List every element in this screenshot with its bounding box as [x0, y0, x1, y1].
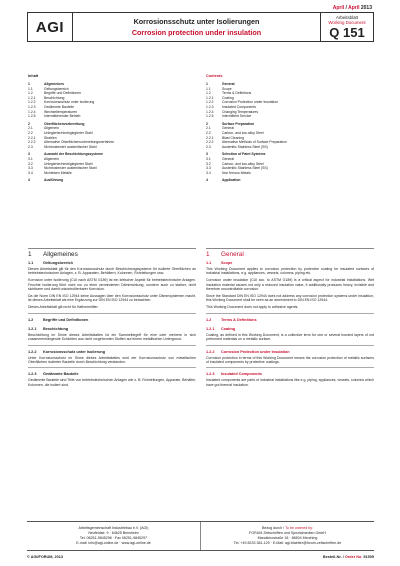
toc-item-number: 3.4 [206, 170, 211, 175]
agi-logo: AGI [28, 13, 73, 41]
forum-address: Mandichostraße 18 · 86504 Merching [257, 536, 318, 540]
subsection-title: 1.1 Scope [206, 261, 233, 265]
toc-item-label: Selection of Paint Systems [222, 152, 266, 157]
toc-item-number: 2.2.2 [28, 140, 36, 145]
toc-item-number: 3.1 [28, 156, 33, 161]
toc-item-label: Terms & Definitions [222, 91, 252, 96]
toc-item-number: 2.1 [28, 126, 33, 131]
toc-item-label: Wechseltemperaturen [44, 109, 78, 114]
toc-item-number: 2 [28, 121, 30, 126]
toc-item-label: Nichteisen Metalle [44, 170, 72, 175]
forum-name: FORUM Zeitschriften und Spezialmedien GmbH [249, 531, 326, 536]
toc-item-number: 1.2.4 [206, 109, 214, 114]
date-en: April [348, 5, 360, 11]
toc-item-number: 2 [206, 121, 208, 126]
toc-item-label: Carbon- and low-alloy Steel [222, 130, 264, 135]
divider [28, 367, 196, 368]
paragraph: Insulated components are parts of industrial installations like e.g. piping, appliances, vessels, columns which have got thermal insulation. [206, 378, 374, 387]
doc-label-english: Working Document [328, 20, 366, 25]
toc-item-number: 1.2.5 [206, 114, 214, 119]
subsection-title: 1.2.3 Gedämmte Bauteile [28, 372, 79, 377]
toc-item-number: 2.3 [28, 144, 33, 149]
toc-item-number: 1.2.2 [28, 100, 36, 105]
toc-item[interactable] [28, 114, 196, 119]
paragraph: This Working Document does not apply to adhesive agents. [206, 305, 299, 310]
toc-item-number: 1.2.1 [206, 95, 214, 100]
toc-item[interactable] [206, 114, 374, 119]
toc-item-number: 1.2 [28, 91, 33, 96]
order-number: Bestell-Nr. / Order No. 51505 [322, 555, 374, 559]
toc-item[interactable] [206, 178, 374, 183]
title-english: Corrosion protection under insulation [131, 28, 262, 37]
toc-item-label: Beschichtung [44, 95, 65, 100]
paragraph: Corrosion protection in terms of this Working Document means the corrosion protection of metallic surfaces of insulated components by protective coatings. [206, 355, 374, 364]
toc-item-label: Allgemein [44, 156, 59, 161]
toc-item[interactable] [28, 171, 196, 176]
toc-item-label: Begriffe und Definitionen [44, 91, 82, 96]
divider [206, 345, 374, 346]
subsection-title: 1.2.1 Coating [206, 326, 236, 331]
toc-item-label: Carbon- and low-alloy Steel [222, 161, 264, 166]
subsection-title: 1.2.1 Beschichtung [28, 326, 69, 331]
toc-item-label: Allgemein [44, 126, 59, 131]
title-german: Korrosionsschutz unter Isolierungen [133, 17, 260, 26]
toc-item-label: Gedämmte Bauteile [44, 104, 74, 109]
toc-item-label: General [222, 82, 235, 86]
toc-item-number: 2.2.2 [206, 140, 214, 145]
divider [28, 313, 196, 314]
paragraph: Beschichtung im Sinne dieses Arbeitsblattes ist ein Sammelbegriff für eine oder mehrere in sich zusammenhängende Schichten aus nicht vorgeformten Stoffen auf einem metallischen Untergrund. [28, 332, 196, 342]
toc-item-number: 3.3 [28, 166, 33, 171]
toc-item-number: 1.1 [28, 86, 33, 91]
toc-item-label: Surface Preparation [222, 121, 255, 126]
toc-item-number: 1.2.4 [28, 109, 36, 114]
agi-contact [27, 522, 201, 550]
toc-item-label: Application [222, 178, 241, 183]
toc-item-label: Unlegierter/niedriglegierter Stahl [44, 161, 93, 166]
toc-item-number: 3.1 [206, 156, 211, 161]
toc-item-label: General [222, 156, 235, 161]
toc-item-number: 1.2.3 [28, 104, 36, 109]
toc-heading: Contents [206, 74, 223, 78]
toc-item-label: Insulated Components [222, 104, 256, 109]
toc-item-label: Oberflächenvorbereitung [44, 121, 85, 126]
toc-item-label: Ausführung [44, 178, 64, 183]
toc-item[interactable] [28, 178, 196, 183]
toc-item-number: 1 [28, 82, 30, 86]
paragraph: This Working Document applies to corrosion protection by protective coating for insulated surfaces of industrial installations, e.g. appliances, vessels, columns, piping etc. [206, 267, 374, 276]
subsection-title: 1.2.2 Corrosion Protection under Insulation [206, 349, 290, 354]
toc-item-label: Changing Temperatures [222, 109, 259, 114]
toc-item[interactable] [206, 145, 374, 150]
toc-list [206, 82, 374, 183]
toc-item-number: 3 [28, 152, 30, 157]
date-separator: / [344, 5, 349, 11]
toc-item-number: 3.3 [206, 166, 211, 171]
subsection-title: 1.2.3 Insulated Components [206, 372, 262, 377]
paragraph: Dieses Arbeitsblatt gilt für den Korrosionsschutz durch Beschichtungssysteme für isolierte Oberflächen an betriebstechnischen Anlagen, z. B. Apparaten, Behältern, Kolonnen, Rohrleitungen usw. [28, 267, 196, 276]
toc-item-label: Alternative Methods of Surface Preparation [222, 140, 287, 145]
order-by-label: Bezug durch / To be ordered by: [261, 526, 314, 531]
paragraph: Gedämmte Bauteile sind Teile von betriebstechnischen Anlagen wie z. B. Rohrleitungen, Apparate, Behälter, Kolonnen, die isoliert sind. [28, 378, 196, 387]
toc-item-number: 2.2 [206, 130, 211, 135]
toc-item-number: 3.4 [28, 170, 33, 175]
paragraph: Korrosion unter Isolierung (CUI nach ASTM G189) ist ein kritischer Aspekt für betriebstechnische Anlagen. Feuchte Isolierung führt nicht nur zu einer verminderten Dämmwirkung, sondern auch zu starker, nicht sichtbarer und damit unkontrollierbarer Korrosion. [28, 278, 196, 292]
toc-item-label: Intermittierender Betrieb [44, 114, 81, 119]
publisher-footer [27, 521, 374, 551]
toc-english [206, 74, 374, 183]
toc-item-label: Nichtrostender austenitischer Stahl [44, 144, 97, 149]
toc-item-label: Coating [222, 95, 234, 100]
issue-date [333, 5, 372, 11]
toc-heading: Inhalt [28, 74, 39, 78]
divider [28, 248, 196, 249]
paragraph: Dieses Arbeitsblatt gilt nicht für Haftvermittler. [28, 305, 99, 310]
toc-list [28, 82, 196, 183]
agi-phone: Tel. 06251-9845296 · Fax 06251-9845297 [79, 536, 148, 540]
toc-item-number: 1 [206, 82, 208, 86]
toc-item-number: 4 [206, 178, 208, 183]
body-english [206, 252, 374, 390]
toc-german [28, 74, 196, 183]
paragraph: Unter Korrosionsschutz im Sinne dieses Arbeitsblattes wird der Korrosionsschutz von metallischen Oberflächen isolierter Bauteile durch Beschichtung verstanden. [28, 355, 196, 364]
toc-item-number: 3.2 [206, 161, 211, 166]
section-title: 1 General [206, 251, 244, 258]
toc-item-label: Blast Cleaning [222, 135, 244, 140]
toc-item-label: General [222, 126, 235, 131]
paragraph: Corrosion under insulation (CUI acc. to ASTM G189) is a critical aspect for industrial installations. Wet insulation material causes not only a reduced insulation value, it additionally produces heavy, invisible and therefore uncontrollable corrosion. [206, 278, 374, 292]
toc-item-label: Geltungsbereich [44, 86, 69, 91]
toc-item-number: 1.2.2 [206, 100, 214, 105]
order-contact [201, 522, 374, 550]
toc-item-number: 2.2.1 [206, 135, 214, 140]
toc-item-label: Corrosion Protection under Insulation [222, 100, 278, 105]
toc-item-number: 1.2.5 [28, 114, 36, 119]
toc-item-label: Strahlen [44, 135, 57, 140]
document-number-box [321, 13, 373, 41]
forum-email-link[interactable]: Tel. +49 8233 381-129 · E-Mail: agi-blaetter@forum-zeitschriften.de [233, 540, 342, 545]
toc-item-number: 1.2.3 [206, 104, 214, 109]
toc-item-number: 1.1 [206, 86, 211, 91]
agi-address: Neufeldstr. 9 · 64625 Bensheim [88, 531, 139, 536]
toc-item-label: Non ferrous Metals [222, 170, 251, 175]
toc-item-label: Austenitic Stainless Steel (SS) [222, 144, 268, 149]
toc-item-label: Scope [222, 86, 232, 91]
subsection-title: 1.2 Terms & Definitions [206, 317, 257, 322]
toc-item-label: Austenitic Stainless Steel (SS) [222, 166, 268, 171]
divider [206, 367, 374, 368]
copyright: © AGI/FORUM, 2013 [27, 555, 63, 559]
title-block [73, 13, 321, 41]
date-year: 2013 [359, 5, 372, 11]
toc-item[interactable] [206, 171, 374, 176]
toc-item-number: 4 [28, 178, 30, 183]
divider [206, 248, 374, 249]
toc-item-number: 2.2.1 [28, 135, 36, 140]
toc-item-label: Nichtrostender austenitischer Stahl [44, 166, 97, 171]
divider [28, 345, 196, 346]
paragraph: Da die Norm DIN EN ISO 12944 keine Aussagen über den Korrosionsschutz unter Dämmsystemen macht, ist dieses Arbeitsblatt als eine Ergänzung zur DIN EN ISO 12944 zu betrachten. [28, 294, 196, 303]
section-title: 1 Allgemeines [28, 251, 78, 258]
toc-item-number: 2.3 [206, 144, 211, 149]
subsection-title: 1.2.2 Korrosionsschutz unter Isolierung [28, 349, 106, 354]
body-german [28, 252, 196, 390]
toc-item[interactable] [28, 145, 196, 150]
agi-email-link[interactable]: E-mail: info@agi-online.de · www.agi-online.de [76, 540, 151, 545]
document-header [27, 12, 374, 42]
subsection-title: 1.1 Geltungsbereich [28, 261, 73, 265]
toc-item-label: Intermittent Service [222, 114, 252, 119]
toc-item-label: Allgemeines [44, 82, 64, 86]
toc-item-label: Unlegierter/niedriglegierter Stahl [44, 130, 93, 135]
toc-item-number: 1.2 [206, 91, 211, 96]
doc-label-german: Arbeitsblatt [336, 15, 358, 20]
subsection-title: 1.2 Begriffe und Definitionen [28, 317, 89, 322]
toc-item-number: 2.1 [206, 126, 211, 131]
date-de: April [332, 5, 345, 11]
toc-item-label: Alternative Oberflächenvorbereitungsverfahren [44, 140, 115, 145]
toc-item-number: 3 [206, 152, 208, 157]
doc-number: Q 151 [329, 25, 365, 40]
toc-item-number: 3.2 [28, 161, 33, 166]
agi-name: Arbeitsgemeinschaft Industriebau e.V. (AGI) [78, 526, 149, 531]
toc-item-label: Korrosionsschutz unter Isolierung [44, 100, 95, 105]
toc-item-number: 2.2 [28, 130, 33, 135]
divider [206, 313, 374, 314]
toc-item-label: Auswahl der Beschichtungssysteme [44, 152, 103, 157]
paragraph: Since the Standard DIN EN ISO 12944 does not address any corrosion protection systems under insulation, this Working Document shall be seen as an amendment to DIN EN ISO 12944. [206, 294, 374, 303]
paragraph: Coating, as defined in this Working Document, is a collective term for one or several bonded layers of not preformed materials on a metallic surface. [206, 332, 374, 342]
toc-item-number: 1.2.1 [28, 95, 36, 100]
